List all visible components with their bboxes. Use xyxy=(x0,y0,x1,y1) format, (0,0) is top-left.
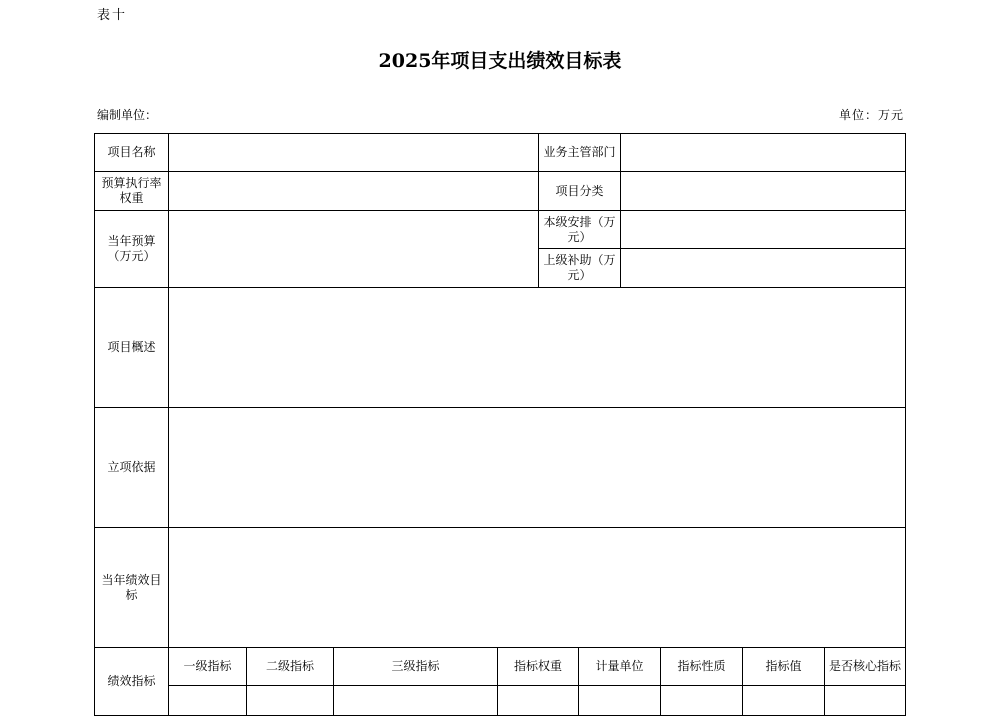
column-header: 指标性质 xyxy=(661,648,743,686)
department-label: 业务主管部门 xyxy=(539,134,621,172)
local-allocation-field[interactable] xyxy=(621,211,905,249)
local-allocation-label: 本级安排（万元） xyxy=(539,211,621,249)
indicators-label: 绩效指标 xyxy=(95,648,169,715)
indicator-input-cell[interactable] xyxy=(743,686,825,715)
project-name-label: 项目名称 xyxy=(95,134,169,172)
project-basis-field[interactable] xyxy=(169,408,905,528)
annual-goal-label: 当年绩效目标 xyxy=(95,528,169,648)
annual-goal-field[interactable] xyxy=(169,528,905,648)
department-field[interactable] xyxy=(621,134,905,172)
table-number-label: 表十 xyxy=(97,8,128,23)
indicator-input-cell[interactable] xyxy=(498,686,579,715)
indicator-input-cell[interactable] xyxy=(169,686,247,715)
project-name-field[interactable] xyxy=(169,134,539,172)
column-header: 一级指标 xyxy=(169,648,247,686)
column-header: 计量单位 xyxy=(579,648,661,686)
indicator-input-cell[interactable] xyxy=(661,686,743,715)
project-overview-label: 项目概述 xyxy=(95,288,169,408)
superior-subsidy-label: 上级补助（万元） xyxy=(539,249,621,288)
project-category-label: 项目分类 xyxy=(539,172,621,211)
column-header: 是否核心指标 xyxy=(825,648,905,686)
project-category-field[interactable] xyxy=(621,172,905,211)
column-header: 指标值 xyxy=(743,648,825,686)
indicator-input-cell[interactable] xyxy=(334,686,498,715)
project-overview-field[interactable] xyxy=(169,288,905,408)
indicator-input-cell[interactable] xyxy=(825,686,905,715)
indicator-input-cell[interactable] xyxy=(247,686,334,715)
column-header: 指标权重 xyxy=(498,648,579,686)
page-title: 2025年项目支出绩效目标表 xyxy=(378,50,622,72)
superior-subsidy-field[interactable] xyxy=(621,249,905,288)
column-header: 二级指标 xyxy=(247,648,334,686)
compiling-unit-label: 编制单位： xyxy=(97,108,158,122)
execution-weight-field[interactable] xyxy=(169,172,539,211)
currency-unit-label: 单位：万元 xyxy=(838,108,904,122)
performance-target-table xyxy=(94,133,906,716)
annual-budget-field[interactable] xyxy=(169,211,539,288)
indicator-input-cell[interactable] xyxy=(579,686,661,715)
column-header: 三级指标 xyxy=(334,648,498,686)
execution-weight-label: 预算执行率权重 xyxy=(95,172,169,211)
annual-budget-label: 当年预算（万元） xyxy=(95,211,169,288)
project-basis-label: 立项依据 xyxy=(95,408,169,528)
